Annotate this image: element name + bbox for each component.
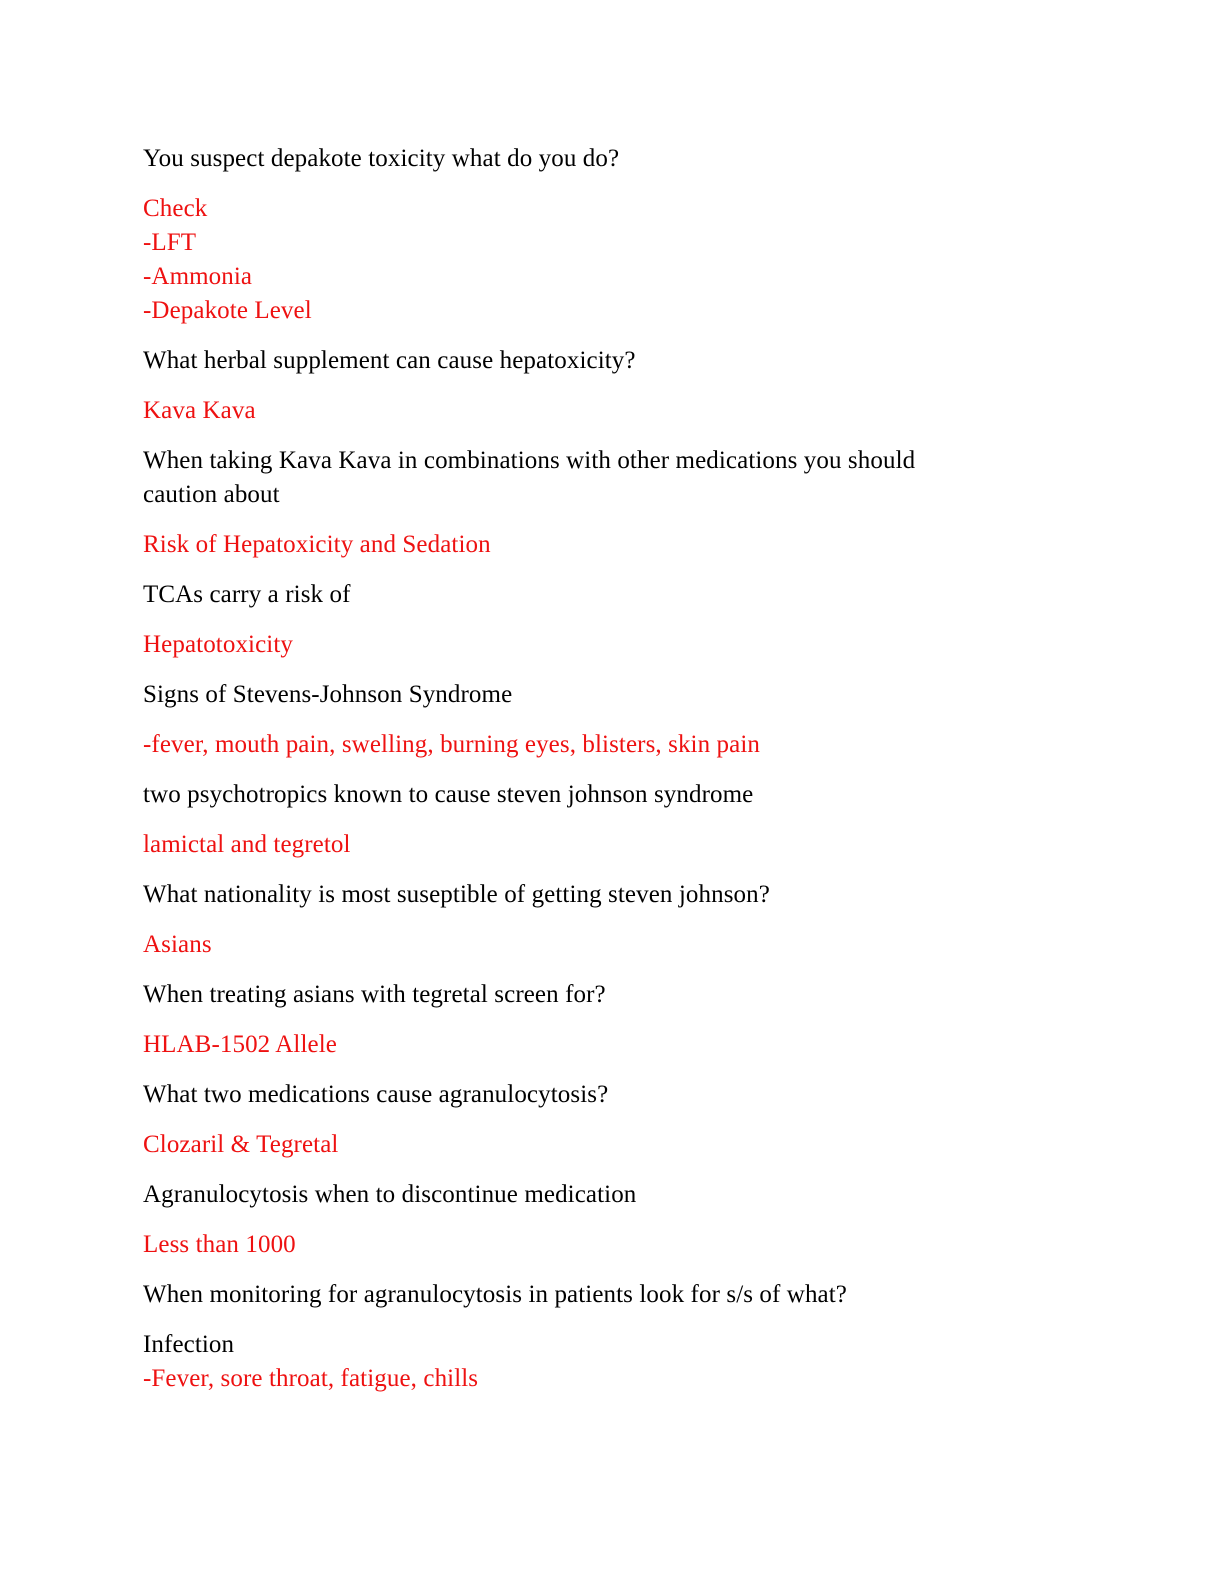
paragraph [143, 142, 1084, 176]
paragraph [143, 578, 1084, 612]
paragraph [143, 444, 1084, 512]
paragraph [143, 978, 1084, 1012]
paragraph [143, 878, 1084, 912]
answer-line: -fever, mouth pain, swelling, burning eyes, blisters, skin pain [143, 731, 760, 758]
answer-line: -Ammonia [143, 263, 253, 290]
question-line: caution about [143, 481, 280, 508]
answer-line: HLAB-1502 Allele [143, 1031, 337, 1058]
question-line: What herbal supplement can cause hepatoxicity? [143, 347, 636, 374]
answer-line: -Depakote Level [143, 297, 312, 324]
answer-line: -LFT [143, 229, 197, 256]
question-line: What two medications cause agranulocytosis? [143, 1081, 609, 1108]
answer-line: Kava Kava [143, 397, 256, 424]
paragraph [143, 778, 1084, 812]
paragraph [143, 1278, 1084, 1312]
answer-line: Hepatotoxicity [143, 631, 293, 658]
question-line: When taking Kava Kava in combinations with other medications you should [143, 447, 916, 474]
paragraph [143, 628, 1084, 662]
question-line: Agranulocytosis when to discontinue medication [143, 1181, 637, 1208]
question-line: TCAs carry a risk of [143, 581, 351, 608]
answer-line: Asians [143, 931, 212, 958]
paragraph [143, 728, 1084, 762]
paragraph [143, 528, 1084, 562]
question-line: Infection [143, 1331, 235, 1358]
paragraph [143, 1178, 1084, 1212]
paragraph [143, 1078, 1084, 1112]
question-line: When monitoring for agranulocytosis in patients look for s/s of what? [143, 1281, 847, 1308]
paragraph [143, 1028, 1084, 1062]
question-line: When treating asians with tegretal screen for? [143, 981, 606, 1008]
answer-line: Less than 1000 [143, 1231, 296, 1258]
question-line: two psychotropics known to cause steven johnson syndrome [143, 781, 754, 808]
paragraph [143, 1128, 1084, 1162]
document-content [143, 142, 1084, 1396]
paragraph [143, 192, 1084, 328]
question-line: You suspect depakote toxicity what do you do? [143, 145, 620, 172]
paragraph [143, 344, 1084, 378]
answer-line: -Fever, sore throat, fatigue, chills [143, 1365, 479, 1392]
answer-line: lamictal and tegretol [143, 831, 351, 858]
answer-line: Clozaril & Tegretal [143, 1131, 339, 1158]
paragraph [143, 828, 1084, 862]
paragraph [143, 1328, 1084, 1396]
question-line: Signs of Stevens-Johnson Syndrome [143, 681, 513, 708]
question-line: What nationality is most suseptible of getting steven johnson? [143, 881, 770, 908]
answer-line: Risk of Hepatoxicity and Sedation [143, 531, 491, 558]
paragraph [143, 678, 1084, 712]
paragraph [143, 394, 1084, 428]
answer-line: Check [143, 195, 208, 222]
paragraph [143, 1228, 1084, 1262]
paragraph [143, 928, 1084, 962]
